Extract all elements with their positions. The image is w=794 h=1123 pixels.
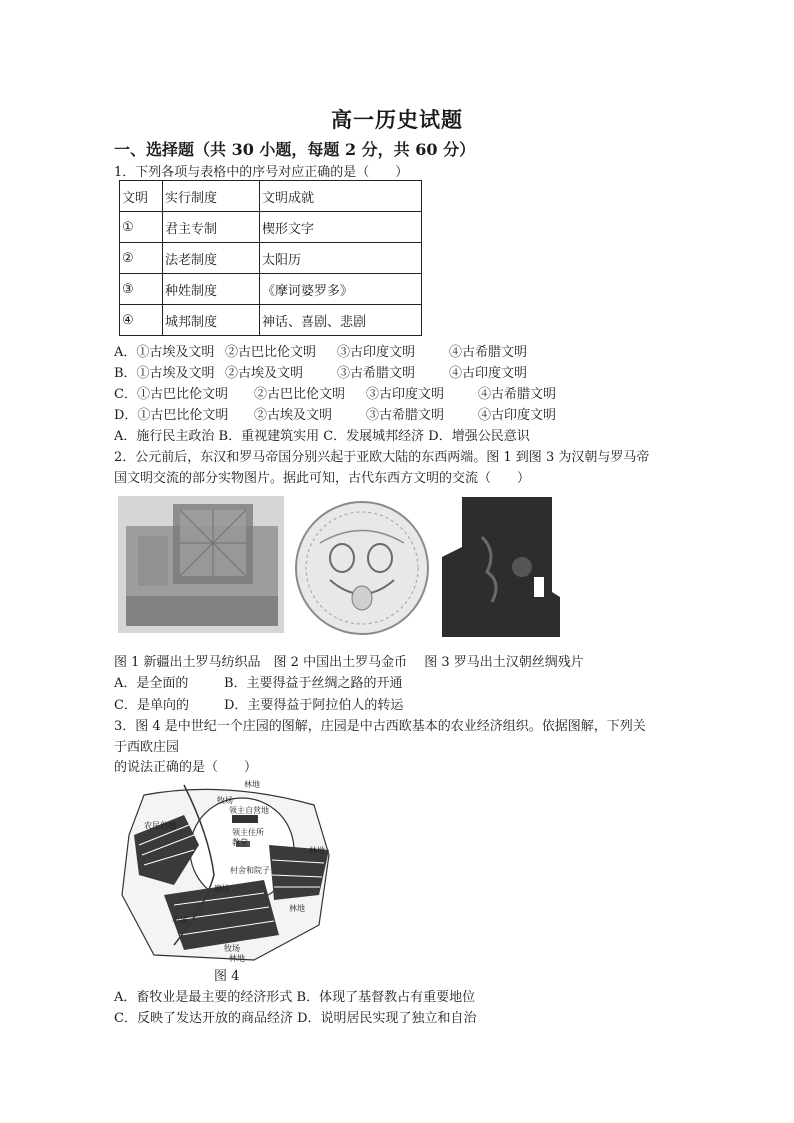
map-label: 小溪 [172,916,188,925]
q1-option-b-1: B．①古埃及文明 [114,366,215,381]
map-label: 领主住所 [232,828,264,837]
q1-option-d-2: ②古埃及文明 [254,408,333,423]
q1-option-c-4: ④古希腊文明 [478,387,557,402]
map-label: 林地 [229,954,245,963]
page-title: 高一历史试题 [331,107,463,132]
q1-option-c-1: C．①古巴比伦文明 [114,387,228,402]
table-row [120,274,422,305]
table-row [120,243,422,274]
map-label: 磨坊 [214,884,230,893]
figure-4-manor-map [114,775,336,965]
map-label: 林地 [244,780,260,789]
table-row [120,305,422,336]
figure-3-han-silk-fragment-image [442,497,562,637]
table-cell: 种姓制度 [163,274,260,305]
table-cell: ④ [120,305,163,336]
figure-2-roman-coin-image [290,498,435,636]
table-row [120,212,422,243]
q3-stem-line1: 3．图 4 是中世纪一个庄园的图解，庄园是中古西欧基本的农业经济组织。依据图解，下列关 [114,719,646,734]
table-cell: 神话、喜剧、悲剧 [260,305,422,336]
q1-option-d-1: D．①古巴比伦文明 [114,408,229,423]
map-label: 领主自营地 [229,806,269,815]
table-cell: 君主专制 [163,212,260,243]
table-header-cell: 实行制度 [163,181,260,212]
q1-option-b-2: ②古埃及文明 [225,366,304,381]
table-header-row [120,181,422,212]
map-label: 农民份地 [144,821,176,830]
table-header-cell: 文明 [120,181,163,212]
q1-option-a-3: ③古印度文明 [337,345,416,360]
map-label: 牧场 [224,944,240,953]
q2-figure-caption: 图 1 新疆出土罗马纺织品 图 2 中国出土罗马金币 图 3 罗马出土汉朝丝绸残片 [114,655,584,670]
q3-stem-line3: 的说法正确的是（ ） [114,760,258,775]
q1-option-a-1: A．①古埃及文明 [114,345,215,360]
table-cell: 城邦制度 [163,305,260,336]
q1-option-a-4: ④古希腊文明 [449,345,528,360]
map-label: 林地 [309,846,325,855]
map-label: 村舍和院子 [230,866,270,875]
q3-options-line1: A．畜牧业是最主要的经济形式 B．体现了基督教占有重要地位 [114,990,476,1005]
q1-option-c-3: ③古印度文明 [366,387,445,402]
map-label: 林地 [289,904,305,913]
q1-option-c-2: ②古巴比伦文明 [254,387,346,402]
q1-option-a-2: ②古巴比伦文明 [225,345,317,360]
table-cell: 《摩诃婆罗多》 [260,274,422,305]
q1-stem: 1．下列各项与表格中的序号对应正确的是（ ） [114,165,409,180]
q1-table [119,180,422,336]
map-label: 教堂 [232,838,248,847]
q1-option-b-3: ③古希腊文明 [337,366,416,381]
q1-option-d-4: ④古印度文明 [478,408,557,423]
table-cell: ③ [120,274,163,305]
table-cell: 楔形文字 [260,212,422,243]
map-label: 牧场 [217,796,233,805]
table-cell: 太阳历 [260,243,422,274]
q3-stem-line2: 于西欧庄园 [114,740,180,755]
q2-stem-line1: 2．公元前后，东汉和罗马帝国分别兴起于亚欧大陆的东西两端。图 1 到图 3 为汉朝与罗马帝 [114,450,650,465]
table-cell: 法老制度 [163,243,260,274]
q3-options-line2: C．反映了发达开放的商品经济 D．说明居民实现了独立和自治 [114,1011,477,1026]
q2-option-c: C．是单向的 [114,698,189,713]
q2-stem-line2: 国文明交流的部分实物图片。据此可知，古代东西方文明的交流（ ） [114,471,531,486]
q2-option-b: B．主要得益于丝绸之路的开通 [224,676,403,691]
table-cell: ① [120,212,163,243]
q1-option-d-3: ③古希腊文明 [366,408,445,423]
q2-option-a: A．是全面的 [114,676,189,691]
table-header-cell: 文明成就 [260,181,422,212]
section-heading: 一、选择题（共 30 小题，每题 2 分，共 60 分） [114,140,476,159]
q1-option-b-4: ④古印度文明 [449,366,528,381]
figure-1-roman-textile-image [118,496,284,633]
table-cell: ② [120,243,163,274]
q2-option-d: D．主要得益于阿拉伯人的转运 [224,698,404,713]
q1-extra-options: A．施行民主政治 B．重视建筑实用 C．发展城邦经济 D．增强公民意识 [114,429,530,444]
q3-figure-caption: 图 4 [214,969,240,984]
